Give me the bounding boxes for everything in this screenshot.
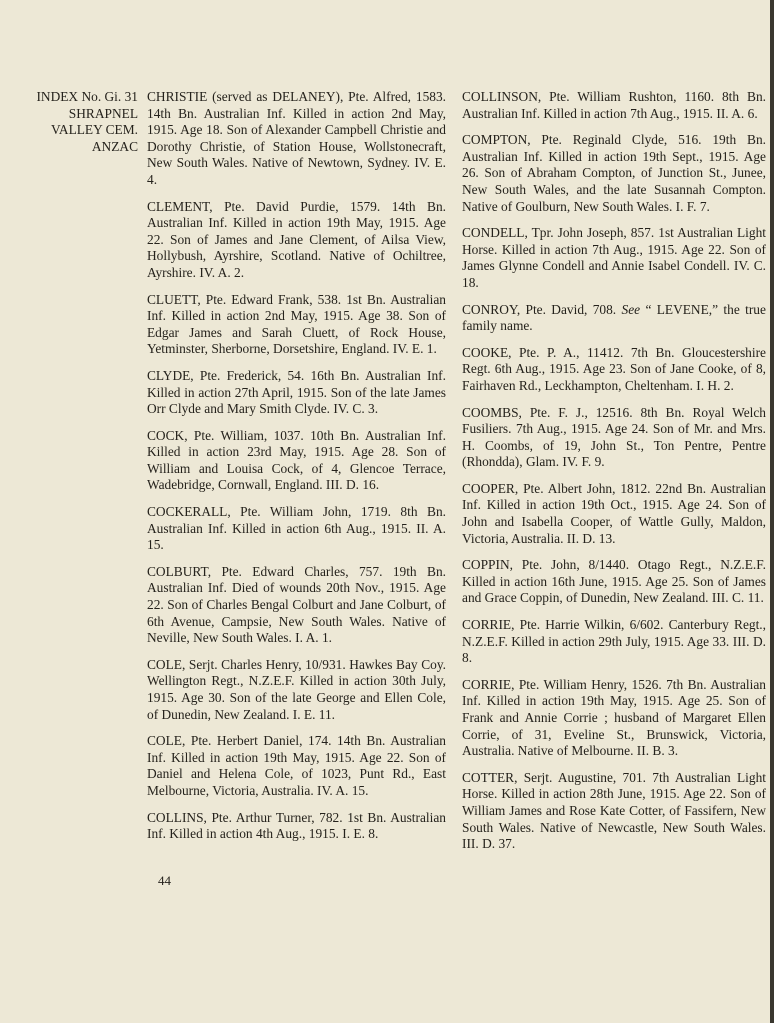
cemetery-index-note — [14, 89, 138, 155]
casualty-entry: CLUETT, Pte. Edward Frank, 538. 1st Bn. Australian Inf. Killed in action 2nd May, 1915. Age 38. Son of Edgar James and Sarah Cluett, of Rock House, Yetminster, Sherborne, Dorsetshire, England. IV. E. 1. — [147, 291, 446, 357]
casualty-entry: CLEMENT, Pte. David Purdie, 1579. 14th Bn. Australian Inf. Killed in action 19th May, 1915. Age 22. Son of James and Jane Clement, of Ailsa View, Hollybush, Ayrshire, Scotland. Native of Ochiltree, Ayrshire. IV. A. 2. — [147, 198, 446, 280]
casualty-entry: CORRIE, Pte. Harrie Wilkin, 6/602. Canterbury Regt., N.Z.E.F. Killed in action 29th July, 1915. Age 33. III. D. 8. — [462, 617, 766, 666]
casualty-entry: COCKERALL, Pte. William John, 1719. 8th Bn. Australian Inf. Killed in action 6th Aug., 1915. II. A. 15. — [147, 504, 446, 553]
cemetery-name-line1: SHRAPNEL — [68, 105, 138, 121]
casualty-entry: CLYDE, Pte. Frederick, 54. 16th Bn. Australian Inf. Killed in action 27th April, 1915. Son of the late James Orr Clyde and Mary Smith Clyde. IV. C. 3. — [147, 367, 446, 417]
cemetery-location: ANZAC — [91, 138, 138, 154]
casualty-entry: COLBURT, Pte. Edward Charles, 757. 19th Bn. Australian Inf. Died of wounds 20th Nov., 1915. Age 22. Son of Charles Bengal Colburt and Jane Colburt, of 6th Avenue, Campsie, New South Wales. Native of Neville, New South Wales. I. A. 1. — [147, 563, 446, 646]
left-column — [147, 89, 446, 853]
page-number: 44 — [158, 873, 171, 888]
casualty-entry: CHRISTIE (served as DELANEY), Pte. Alfred, 1583. 14th Bn. Australian Inf. Killed in action 2nd May, 1915. Age 18. Son of Alexander Campbell Christie and Dorothy Christie, of Station House, Wollstonecraft, New South Wales. Native of Newtown, Sydney. IV. E. 4. — [147, 89, 446, 187]
casualty-entry: COLE, Pte. Herbert Daniel, 174. 14th Bn. Australian Inf. Killed in action 19th May, 1915. Age 22. Son of Daniel and Helena Cole, of 1023, Punt Rd., East Melbourne, Victoria, Australia. IV. A. 15. — [147, 733, 446, 798]
casualty-entry-conroy — [462, 302, 766, 335]
see-reference-name: “ LEVENE,” — [645, 301, 719, 317]
cemetery-name-line2: VALLEY CEM. — [50, 122, 138, 138]
casualty-entry: COOKE, Pte. P. A., 11412. 7th Bn. Gloucestershire Regt. 6th Aug., 1915. Age 23. Son of Jane Cooke, of 8, Fairhaven Rd., Leckhampton, Cheltenham. I. H. 2. — [462, 344, 766, 393]
casualty-entry: CORRIE, Pte. William Henry, 1526. 7th Bn. Australian Inf. Killed in action 19th May, 1915. Age 25. Son of Frank and Annie Corrie ; husband of Margaret Ellen Corrie, of 31, Eveline St., Brunswick, Victoria, Australia. Native of Melbourne. II. B. 3. — [462, 676, 766, 759]
conroy-tail: the true family name. — [462, 301, 766, 334]
casualty-entry: COLLINSON, Pte. William Rushton, 1160. 8th Bn. Australian Inf. Killed in action 7th Aug., 1915. II. A. 6. — [462, 89, 766, 121]
casualty-entry: COTTER, Serjt. Augustine, 701. 7th Australian Light Horse. Killed in action 28th June, 1915. Age 22. Son of William James and Rose Kate Cotter, of Fassifern, New South Wales. Native of Newcastle, New South Wales. III. D. 37. — [462, 769, 766, 852]
casualty-entry: COOPER, Pte. Albert John, 1812. 22nd Bn. Australian Inf. Killed in action 19th Oct., 1915. Age 24. Son of John and Isabella Cooper, of Wattle Gully, Maldon, Victoria, Australia. II. D. 13. — [462, 480, 766, 546]
casualty-entry: COPPIN, Pte. John, 8/1440. Otago Regt., N.Z.E.F. Killed in action 16th June, 1915. Age 25. Son of James and Grace Coppin, of Dunedin, New Zealand. III. C. 11. — [462, 557, 766, 606]
casualty-entry: COMPTON, Pte. Reginald Clyde, 516. 19th Bn. Australian Inf. Killed in action 19th Sept., 1915. Age 26. Son of Abraham Compton, of Junction St., Junee, New South Wales, and the late Susannah Compton. Native of Goulburn, New South Wales. I. F. 7. — [462, 132, 766, 214]
index-number: INDEX No. Gi. 31 — [36, 89, 138, 104]
casualty-entry: COOMBS, Pte. F. J., 12516. 8th Bn. Royal Welch Fusiliers. 7th Aug., 1915. Age 24. Son of Mr. and Mrs. H. Coombs, of 19, John St., Ton Pentre, Pentre (Rhondda), Glam. IV. F. 9. — [462, 404, 766, 470]
casualty-entry: COCK, Pte. William, 1037. 10th Bn. Australian Inf. Killed in action 23rd May, 1915. Age 28. Son of William and Louisa Cock, of 4, Glencoe Terrace, Wadebridge, Cornwall, England. III. D. 16. — [147, 427, 446, 493]
casualty-entry: COLLINS, Pte. Arthur Turner, 782. 1st Bn. Australian Inf. Killed in action 4th Aug., 1915. I. E. 8. — [147, 809, 446, 842]
casualty-entry: COLE, Serjt. Charles Henry, 10/931. Hawkes Bay Coy. Wellington Regt., N.Z.E.F. Killed in action 30th July, 1915. Age 30. Son of the late George and Ellen Cole, of Dunedin, New Zealand. I. E. 11. — [147, 656, 446, 722]
right-column — [462, 89, 766, 863]
see-reference-label: See — [621, 301, 641, 317]
casualty-entry: CONDELL, Tpr. John Joseph, 857. 1st Australian Light Horse. Killed in action 7th Aug., 1915. Age 22. Son of James Glynne Condell and Annie Isabel Condell. IV. C. 18. — [462, 225, 766, 290]
conroy-lead: CONROY, Pte. David, 708. — [462, 301, 617, 317]
page-edge — [770, 0, 774, 1023]
